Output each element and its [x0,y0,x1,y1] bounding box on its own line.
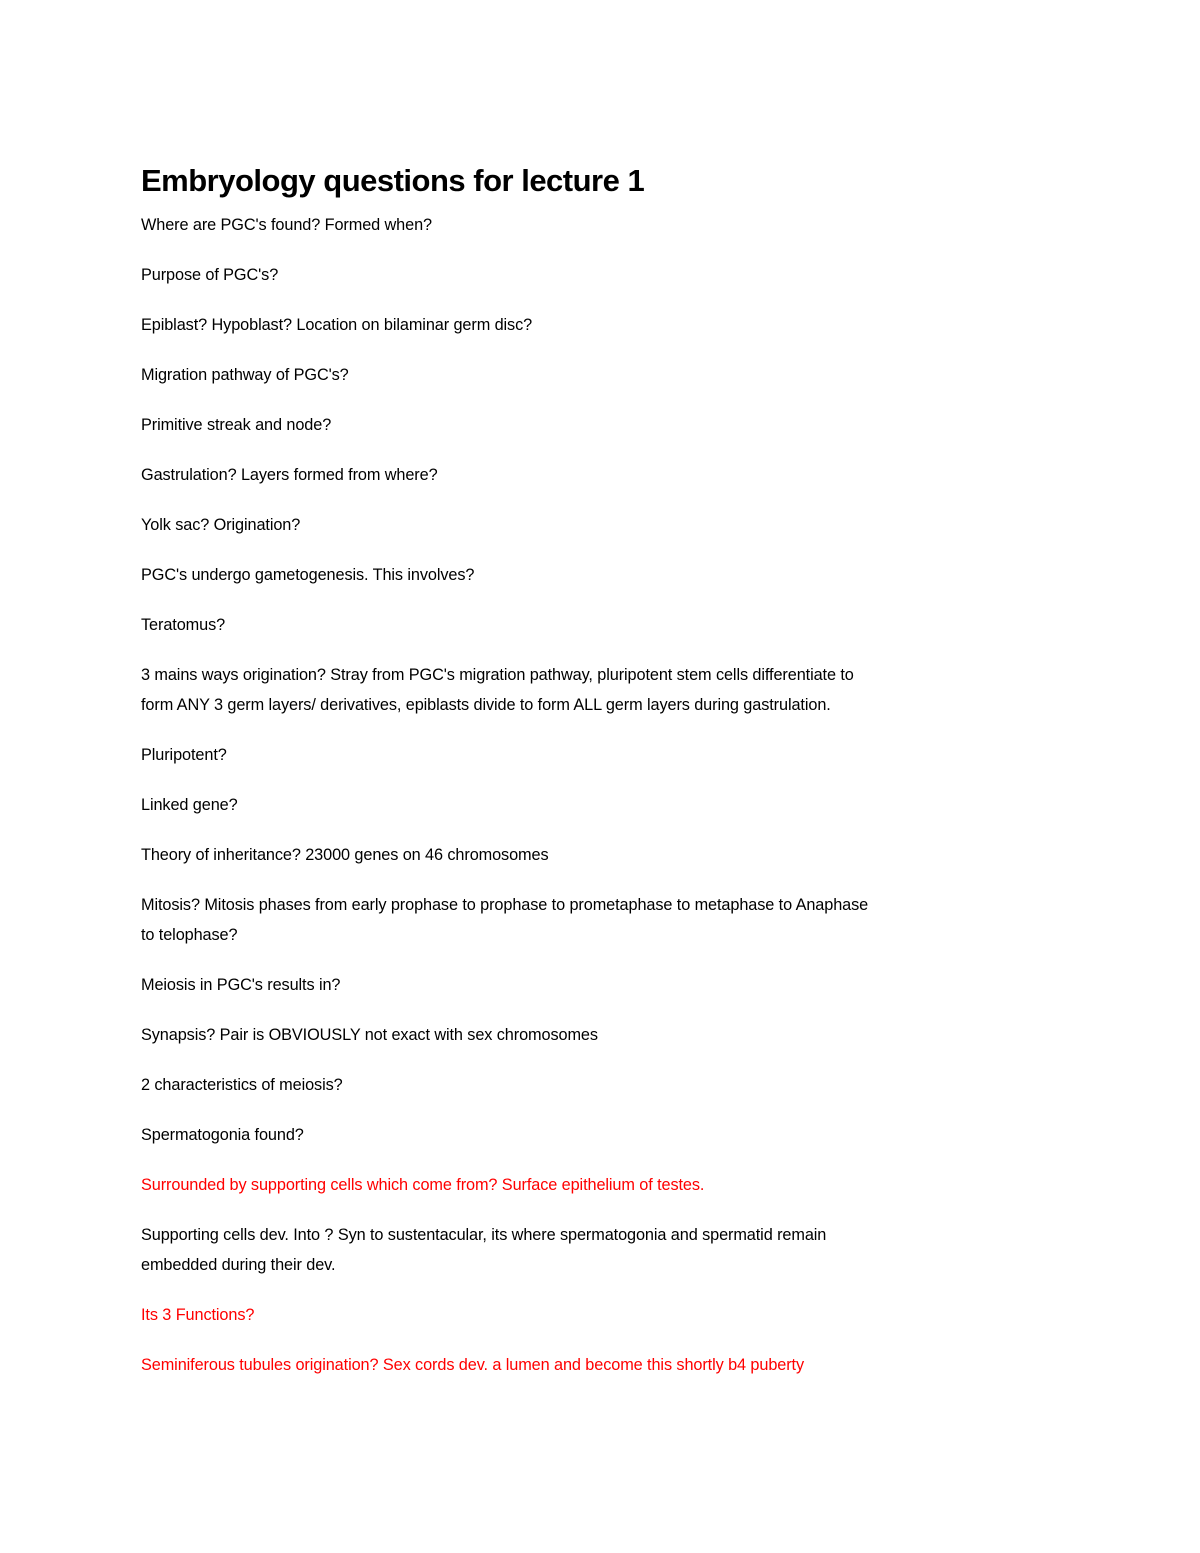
question-paragraph [141,840,1101,870]
question-paragraph [141,1220,1101,1280]
text-line: Linked gene? [141,796,238,814]
question-paragraph [141,1070,1101,1100]
text-line: Seminiferous tubules origination? Sex cords dev. a lumen and become this shortly b4 puberty [141,1356,805,1374]
text-line: Epiblast? Hypoblast? Location on bilaminar germ disc? [141,316,533,334]
question-paragraph [141,560,1101,590]
question-paragraph [141,1170,1101,1200]
question-paragraph [141,1300,1101,1330]
text-line: Purpose of PGC's? [141,266,279,284]
question-paragraph [141,260,1101,290]
text-line: Theory of inheritance? 23000 genes on 46 chromosomes [141,846,549,864]
text-line: 3 mains ways origination? Stray from PGC's migration pathway, pluripotent stem cells differentiate to [141,666,854,684]
question-paragraph [141,970,1101,1000]
document-title: Embryology questions for lecture 1 [141,162,645,198]
text-line: Supporting cells dev. Into ? Syn to sustentacular, its where spermatogonia and spermatid remain [141,1226,827,1244]
question-paragraph [141,1350,1101,1380]
question-paragraph [141,890,1101,950]
question-paragraph [141,360,1101,390]
text-line: Gastrulation? Layers formed from where? [141,466,438,484]
text-line: Pluripotent? [141,746,227,764]
text-line: 2 characteristics of meiosis? [141,1076,343,1094]
text-line: Where are PGC's found? Formed when? [141,216,433,234]
question-paragraph [141,310,1101,340]
question-paragraph [141,1120,1101,1150]
text-line: Spermatogonia found? [141,1126,304,1144]
question-paragraph [141,740,1101,770]
text-line: embedded during their dev. [141,1256,336,1274]
question-paragraph [141,510,1101,540]
question-paragraph [141,410,1101,440]
text-line: Yolk sac? Origination? [141,516,301,534]
text-line: Migration pathway of PGC's? [141,366,349,384]
question-paragraph [141,460,1101,490]
question-paragraph [141,610,1101,640]
text-line: Its 3 Functions? [141,1306,255,1324]
text-line: Primitive streak and node? [141,416,332,434]
text-line: Mitosis? Mitosis phases from early prophase to prophase to prometaphase to metaphase to Anaphase [141,896,869,914]
text-line: Surrounded by supporting cells which come from? Surface epithelium of testes. [141,1176,705,1194]
question-paragraph [141,790,1101,820]
question-paragraph [141,210,1101,240]
text-line: to telophase? [141,926,238,944]
text-line: form ANY 3 germ layers/ derivatives, epiblasts divide to form ALL germ layers during gastrulation. [141,696,831,714]
text-line: Synapsis? Pair is OBVIOUSLY not exact with sex chromosomes [141,1026,598,1044]
text-line: Meiosis in PGC's results in? [141,976,341,994]
text-line: Teratomus? [141,616,226,634]
document-body [141,210,1101,1400]
question-paragraph [141,660,1101,720]
question-paragraph [141,1020,1101,1050]
text-line: PGC's undergo gametogenesis. This involves? [141,566,475,584]
